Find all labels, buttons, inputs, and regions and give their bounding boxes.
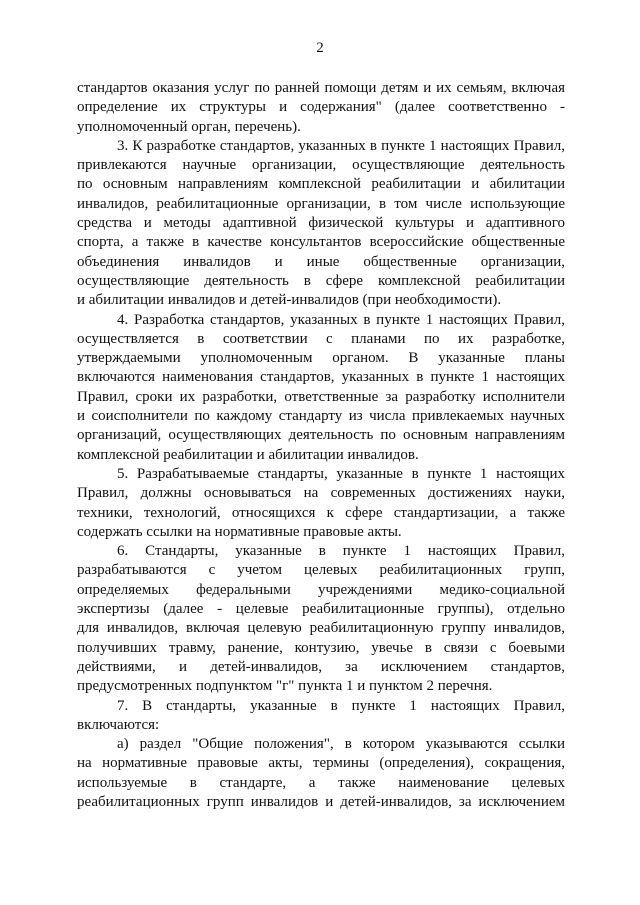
text-line: стандартов оказания услуг по ранней помощи детям и их семьям, включая bbox=[77, 80, 565, 96]
text-line: инвалидов, реабилитационные организации, в том числе использующие bbox=[77, 195, 565, 212]
text-line: 4. Разработка стандартов, указанных в пункте 1 настоящих Правил, bbox=[117, 311, 565, 328]
text-line: 7. В стандарты, указанные в пункте 1 настоящих Правил, bbox=[117, 697, 565, 714]
text-line: определение их структуры и содержания" (далее соответственно - bbox=[77, 99, 565, 116]
paragraph bbox=[77, 542, 565, 696]
text-line: на нормативные правовые акты, термины (определения), сокращения, bbox=[77, 755, 565, 772]
text-line: включаются наименования стандартов, указанных в пункте 1 настоящих bbox=[77, 369, 565, 386]
text-line: 6. Стандарты, указанные в пункте 1 настоящих Правил, bbox=[117, 543, 565, 560]
text-line: определяемых федеральными учреждениями медико-социальной bbox=[77, 581, 565, 598]
paragraph bbox=[77, 311, 565, 465]
text-line: осуществляющие деятельность в сфере комплексной реабилитации bbox=[77, 272, 565, 289]
text-line: техники, технологий, относящихся к сфере стандартизации, а также bbox=[77, 504, 565, 521]
paragraph bbox=[77, 79, 565, 137]
text-line: и соисполнители по каждому стандарту из числа привлекаемых научных bbox=[77, 408, 565, 425]
text-line: экспертизы (далее - целевые реабилитационные группы), отдельно bbox=[77, 601, 565, 618]
text-line: 3. К разработке стандартов, указанных в пункте 1 настоящих Правил, bbox=[117, 137, 565, 154]
page-number: 2 bbox=[316, 40, 324, 56]
text-line: включаются: bbox=[77, 716, 160, 733]
paragraph bbox=[77, 465, 565, 542]
text-line: разрабатываются с учетом целевых реабилитационных групп, bbox=[77, 562, 565, 579]
text-line: используемые в стандарте, а также наименование целевых bbox=[77, 774, 565, 791]
text-line: реабилитационных групп инвалидов и детей-инвалидов, за исключением bbox=[77, 793, 565, 810]
text-line: организаций, осуществляющих деятельность по основным направлениям bbox=[77, 427, 565, 444]
paragraph bbox=[77, 735, 565, 812]
text-line: средства и методы адаптивной физической культуры и адаптивного bbox=[77, 215, 565, 232]
text-line: для инвалидов, включая целевую реабилитационную группу инвалидов, bbox=[77, 620, 565, 637]
text-line: предусмотренных подпунктом "г" пункта 1 и пунктом 2 перечня. bbox=[77, 678, 493, 695]
text-line: Правил, сроки их разработки, ответственные за разработку исполнители bbox=[77, 388, 565, 405]
text-line: комплексной реабилитации и абилитации инвалидов. bbox=[77, 446, 419, 463]
paragraph bbox=[77, 137, 565, 311]
text-line: объединения инвалидов и иные общественные организации, bbox=[77, 253, 565, 270]
text-line: по основным направлениям комплексной реабилитации и абилитации bbox=[77, 176, 565, 193]
paragraph bbox=[77, 697, 565, 736]
text-line: и абилитации инвалидов и детей-инвалидов (при необходимости). bbox=[77, 292, 502, 309]
document-body bbox=[77, 79, 565, 812]
text-line: а) раздел "Общие положения", в котором указываются ссылки bbox=[117, 736, 565, 753]
text-line: 5. Разрабатываемые стандарты, указанные в пункте 1 настоящих bbox=[117, 465, 565, 482]
text-line: содержать ссылки на нормативные правовые акты. bbox=[77, 523, 402, 540]
text-line: Правил, должны основываться на современных достижениях науки, bbox=[77, 485, 565, 502]
text-line: уполномоченный орган, перечень). bbox=[77, 118, 301, 135]
text-line: получивших травму, ранение, контузию, увечье в связи с боевыми bbox=[77, 639, 565, 656]
text-line: утверждаемыми уполномоченным органом. В указанные планы bbox=[77, 350, 565, 367]
text-line: осуществляется в соответствии с планами по их разработке, bbox=[77, 330, 565, 347]
text-line: спорта, а также в качестве консультантов всероссийские общественные bbox=[77, 234, 565, 251]
text-line: действиями, и детей-инвалидов, за исключением стандартов, bbox=[77, 658, 565, 675]
text-line: привлекаются научные организации, осуществляющие деятельность bbox=[77, 157, 565, 174]
